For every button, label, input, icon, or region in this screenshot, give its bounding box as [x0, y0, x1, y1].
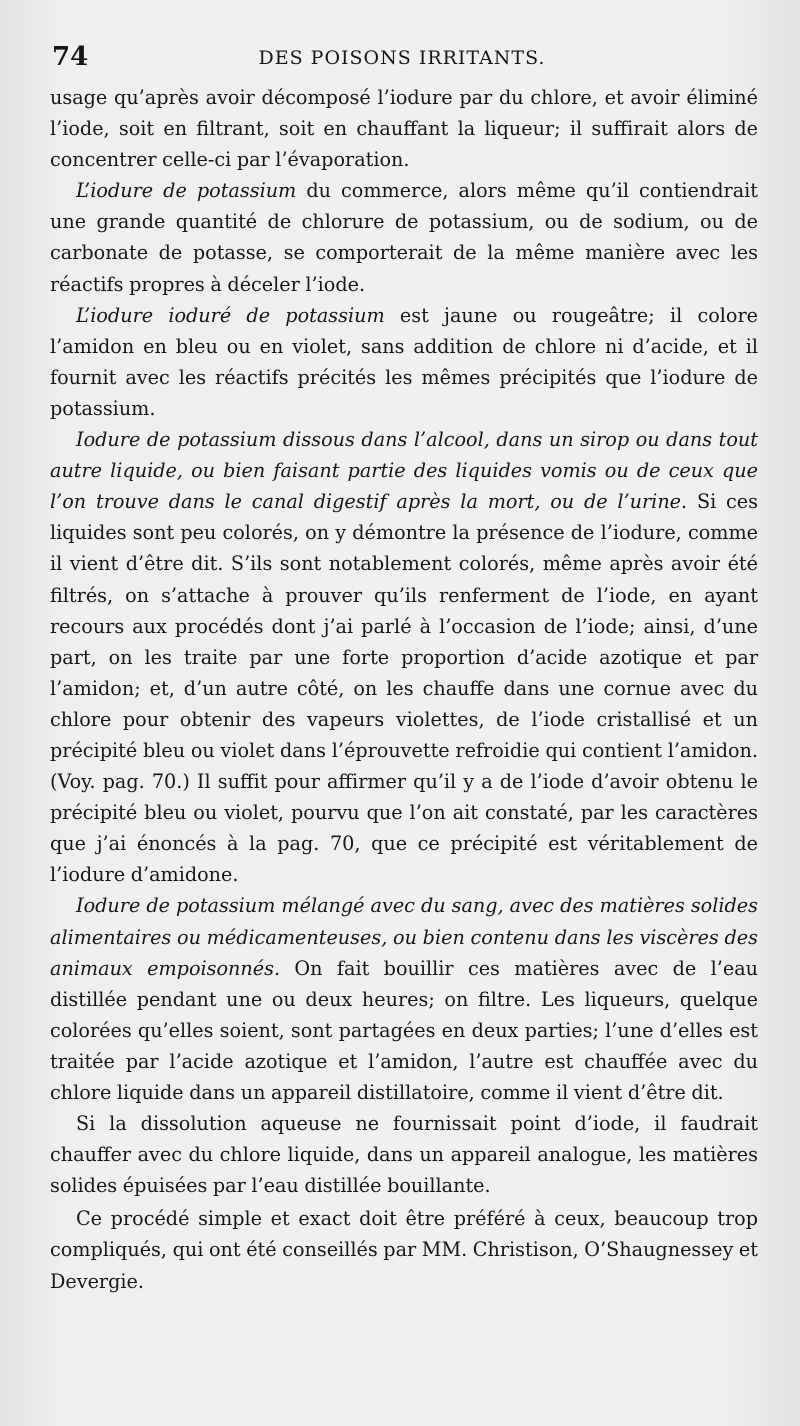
running-title: DES POISONS IRRITANTS.: [258, 47, 546, 69]
paragraph-heading: Iodure de potassium mélangé avec du sang, avec des matières solides alimentaires ou médicamenteuses, ou bien contenu dans les viscères des animaux empoisonnés.: [50, 894, 758, 980]
paragraph-text: Si la dissolution aqueuse ne fournissait point d’iode, il faudrait chauffer avec du chlore liquide, dans un appareil analogue, les matières solides épuisées par l’eau distillée bouillante.: [50, 1112, 758, 1198]
paragraph-text: Si ces liquides sont peu colorés, on y démontre la présence de l’iodure, comme il vient d’être dit. S’ils sont notablement colorés, même après avoir été filtrés, on s’attache à prouver qu’ils renferment de l’iode, en ayant recours aux procédés dont j’ai parlé à l’occasion de l’iode; ainsi, d’une part, on les traite par une forte proportion d’acide azotique et par l’amidon; et, d’un autre côté, on les chauffe dans une cornue avec du chlore pour obtenir des vapeurs violettes, de l’iode cristallisé et un précipité bleu ou violet dans l’éprouvette refroidie qui contient l’amidon. (Voy. pag. 70.) Il suffit pour affirmer qu’il y a de l’iode d’avoir obtenu le précipité bleu ou violet, pourvu que l’on ait constaté, par les caractères que j’ai énoncés à la pag. 70, que ce précipité est véritablement de l’iodure d’amidone.: [50, 490, 758, 887]
paragraph-iodure-sang: [50, 890, 758, 1108]
paragraph-text: du commerce, alors même qu’il contiendrait une grande quantité de chlorure de potassium, ou de sodium, ou de carbonate de potasse, se comporterait de la même manière avec les réactifs propres à déceler l’iode.: [50, 179, 759, 296]
paragraph-iodure-iodure: [50, 300, 758, 424]
paragraph-procede: [50, 1203, 758, 1296]
paragraph-iodure-dissous: [50, 424, 758, 890]
paragraph-heading: L’iodure ioduré de potassium: [76, 303, 385, 327]
paragraph-dissolution: [50, 1108, 758, 1201]
page-header: [52, 38, 752, 78]
paragraph-continuation: [50, 82, 758, 175]
paragraph-text: usage qu’après avoir décomposé l’iodure par du chlore, et avoir éliminé l’iode, soit en filtrant, soit en chauffant la liqueur; il suffirait alors de concentrer celle-ci par l’évaporation.: [50, 86, 758, 172]
body-text: [50, 82, 758, 1297]
paragraph-iodure-commerce: [50, 175, 758, 299]
paragraph-heading: Iodure de potassium dissous dans l’alcool, dans un sirop ou dans tout autre liquide, ou bien faisant partie des liquides vomis ou de ceux que l’on trouve dans le canal digestif après la mort, ou de l’urine.: [50, 428, 758, 514]
page-number: 74: [52, 42, 89, 72]
paragraph-heading: L’iodure de potassium: [76, 179, 297, 203]
paragraph-text: Ce procédé simple et exact doit être préféré à ceux, beaucoup trop compliqués, qui ont été conseillés par MM. Christison, O’Shaugnessey et Devergie.: [50, 1207, 758, 1293]
paragraph-text: On fait bouillir ces matières avec de l’eau distillée pendant une ou deux heures; on filtre. Les liqueurs, quelque colorées qu’elles soient, sont partagées en deux parties; l’une d’elles est traitée par l’acide azotique et l’amidon, l’autre est chauffée avec du chlore liquide dans un appareil distillatoire, comme il vient d’être dit.: [50, 956, 759, 1104]
paragraph-text: est jaune ou rougeâtre; il colore l’amidon en bleu ou en violet, sans addition de chlore ni d’acide, et il fournit avec les réactifs précités les mêmes précipités que l’iodure de potassium.: [50, 303, 758, 420]
